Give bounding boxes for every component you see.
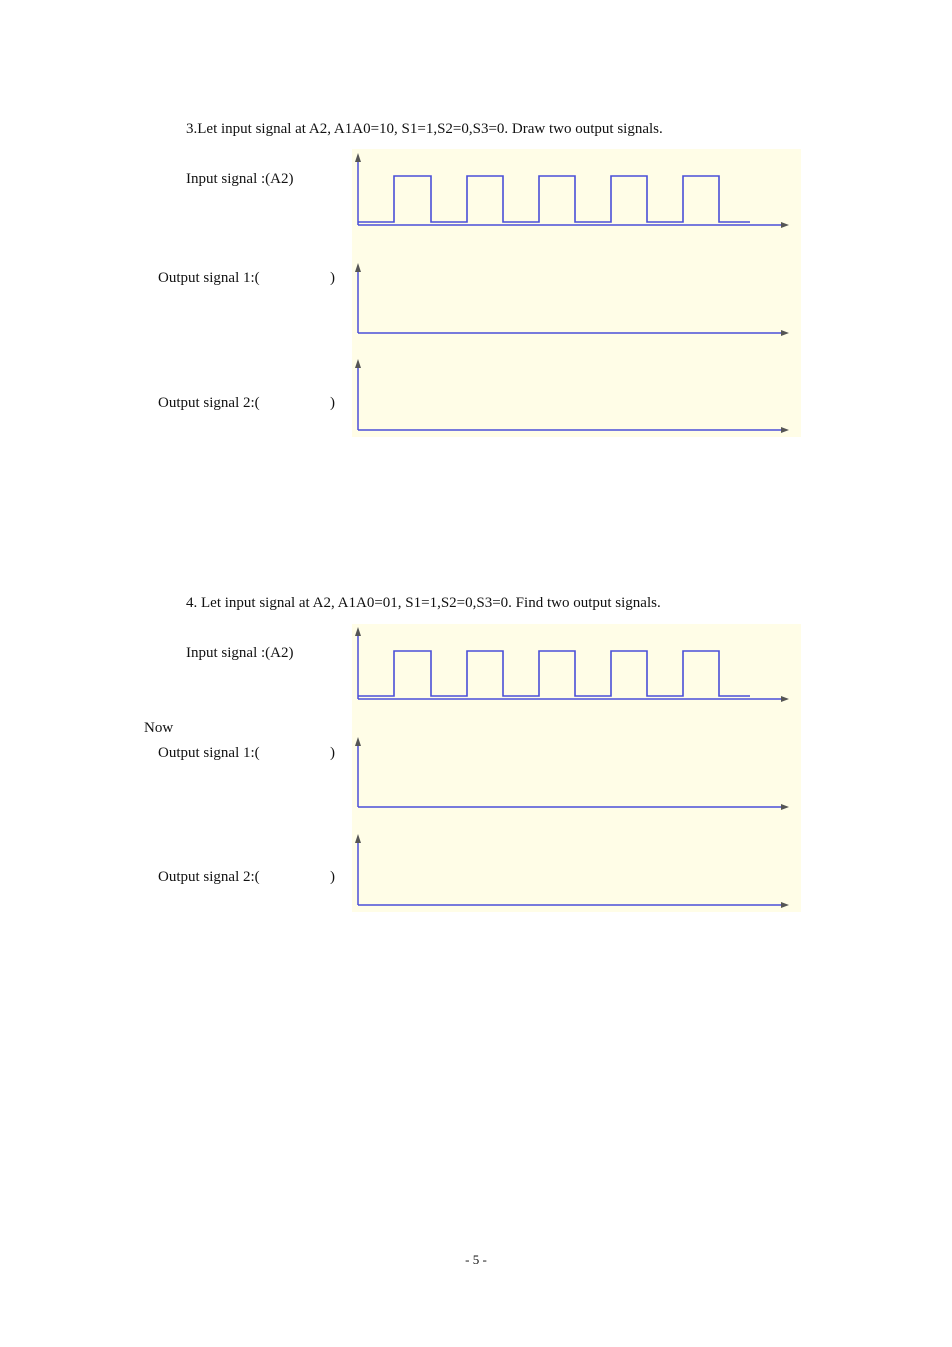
input-label-4: Input signal :(A2) bbox=[186, 645, 294, 661]
input-label-3: Input signal :(A2) bbox=[186, 171, 294, 187]
output2-paren-3: ) bbox=[330, 395, 335, 411]
question-3: 3.Let input signal at A2, A1A0=10, S1=1,S2=0,S3=0. Draw two output signals. bbox=[186, 121, 663, 137]
output1-label-4: Output signal 1:( bbox=[158, 745, 260, 761]
question-4: 4. Let input signal at A2, A1A0=01, S1=1,S2=0,S3=0. Find two output signals. bbox=[186, 595, 661, 611]
plot-area-4 bbox=[352, 624, 801, 912]
page-number: - 5 - bbox=[465, 1252, 487, 1267]
note-now: Now bbox=[144, 720, 174, 736]
plot-area-3 bbox=[352, 149, 801, 437]
output1-paren-4: ) bbox=[330, 745, 335, 761]
output2-paren-4: ) bbox=[330, 869, 335, 885]
output2-label-4: Output signal 2:( bbox=[158, 869, 260, 885]
output1-paren-3: ) bbox=[330, 270, 335, 286]
output1-label-3: Output signal 1:( bbox=[158, 270, 260, 286]
output2-label-3: Output signal 2:( bbox=[158, 395, 260, 411]
